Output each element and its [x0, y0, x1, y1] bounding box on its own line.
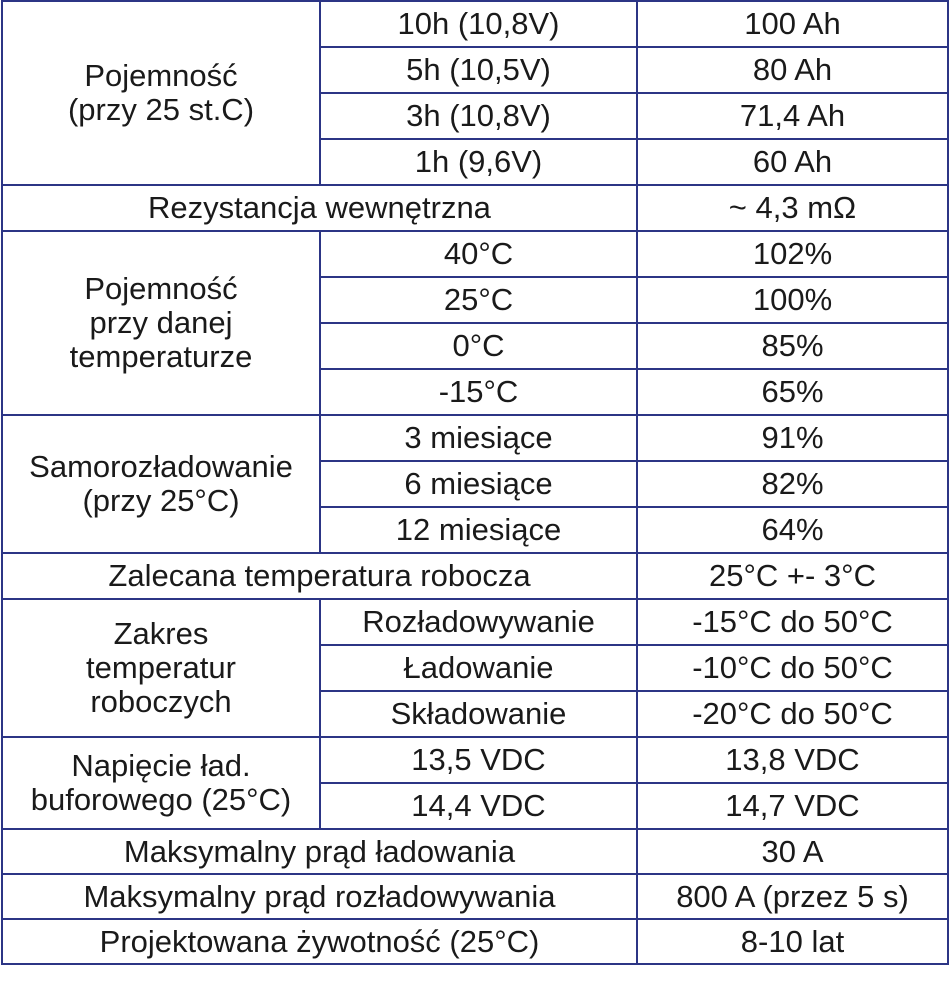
self-discharge-value: 64% [637, 507, 948, 553]
max-charge-current-value: 30 A [637, 829, 948, 874]
max-discharge-current-value: 800 A (przez 5 s) [637, 874, 948, 919]
temp-capacity-label-line1: Pojemność [84, 271, 238, 306]
temp-capacity-value: 100% [637, 277, 948, 323]
recommended-temp-label: Zalecana temperatura robocza [2, 553, 637, 599]
float-voltage-label-line2: buforowego (25°C) [30, 782, 292, 817]
capacity-value: 80 Ah [637, 47, 948, 93]
operating-range-value: -10°C do 50°C [637, 645, 948, 691]
recommended-temp-value: 25°C +- 3°C [637, 553, 948, 599]
operating-range-label-line1: Zakres [113, 616, 209, 651]
operating-range-label-line3: roboczych [90, 684, 232, 719]
self-discharge-label-line1: Samorozładowanie [29, 449, 293, 484]
operating-range-param: Składowanie [320, 691, 637, 737]
operating-range-param: Rozładowywanie [320, 599, 637, 645]
float-voltage-label-line1: Napięcie ład. [71, 748, 251, 783]
self-discharge-param: 3 miesiące [320, 415, 637, 461]
table-row [2, 874, 948, 919]
self-discharge-param: 12 miesiące [320, 507, 637, 553]
operating-range-value: -20°C do 50°C [637, 691, 948, 737]
self-discharge-label [2, 415, 320, 553]
self-discharge-value: 91% [637, 415, 948, 461]
table-row [2, 599, 948, 645]
capacity-value: 100 Ah [637, 1, 948, 47]
capacity-param: 3h (10,8V) [320, 93, 637, 139]
capacity-param: 10h (10,8V) [320, 1, 637, 47]
table-row [2, 829, 948, 874]
operating-range-param: Ładowanie [320, 645, 637, 691]
table-row [2, 919, 948, 964]
design-life-label: Projektowana żywotność (25°C) [2, 919, 637, 964]
battery-spec-table [1, 0, 949, 965]
self-discharge-param: 6 miesiące [320, 461, 637, 507]
capacity-param: 5h (10,5V) [320, 47, 637, 93]
temp-capacity-param: -15°C [320, 369, 637, 415]
table-row [2, 415, 948, 461]
operating-range-label [2, 599, 320, 737]
table-row [2, 231, 948, 277]
temp-capacity-param: 40°C [320, 231, 637, 277]
temp-capacity-label-line3: temperaturze [69, 339, 253, 374]
temp-capacity-label [2, 231, 320, 415]
float-voltage-value: 13,8 VDC [637, 737, 948, 783]
operating-range-label-line2: temperatur [86, 650, 236, 685]
float-voltage-label [2, 737, 320, 829]
temp-capacity-value: 85% [637, 323, 948, 369]
table-row [2, 553, 948, 599]
temp-capacity-label-line2: przy danej [89, 305, 233, 340]
table-row [2, 1, 948, 47]
capacity-value: 60 Ah [637, 139, 948, 185]
internal-resistance-label: Rezystancja wewnętrzna [2, 185, 637, 231]
table-row [2, 185, 948, 231]
max-charge-current-label: Maksymalny prąd ładowania [2, 829, 637, 874]
capacity-label-line1: Pojemność [84, 58, 238, 93]
temp-capacity-value: 65% [637, 369, 948, 415]
temp-capacity-param: 0°C [320, 323, 637, 369]
design-life-value: 8-10 lat [637, 919, 948, 964]
temp-capacity-param: 25°C [320, 277, 637, 323]
capacity-value: 71,4 Ah [637, 93, 948, 139]
max-discharge-current-label: Maksymalny prąd rozładowywania [2, 874, 637, 919]
float-voltage-param: 13,5 VDC [320, 737, 637, 783]
capacity-param: 1h (9,6V) [320, 139, 637, 185]
self-discharge-label-line2: (przy 25°C) [82, 483, 240, 518]
temp-capacity-value: 102% [637, 231, 948, 277]
float-voltage-param: 14,4 VDC [320, 783, 637, 829]
table-row [2, 737, 948, 783]
float-voltage-value: 14,7 VDC [637, 783, 948, 829]
internal-resistance-value: ~ 4,3 mΩ [637, 185, 948, 231]
self-discharge-value: 82% [637, 461, 948, 507]
operating-range-value: -15°C do 50°C [637, 599, 948, 645]
capacity-label-line2: (przy 25 st.C) [67, 92, 255, 127]
capacity-label [2, 1, 320, 185]
